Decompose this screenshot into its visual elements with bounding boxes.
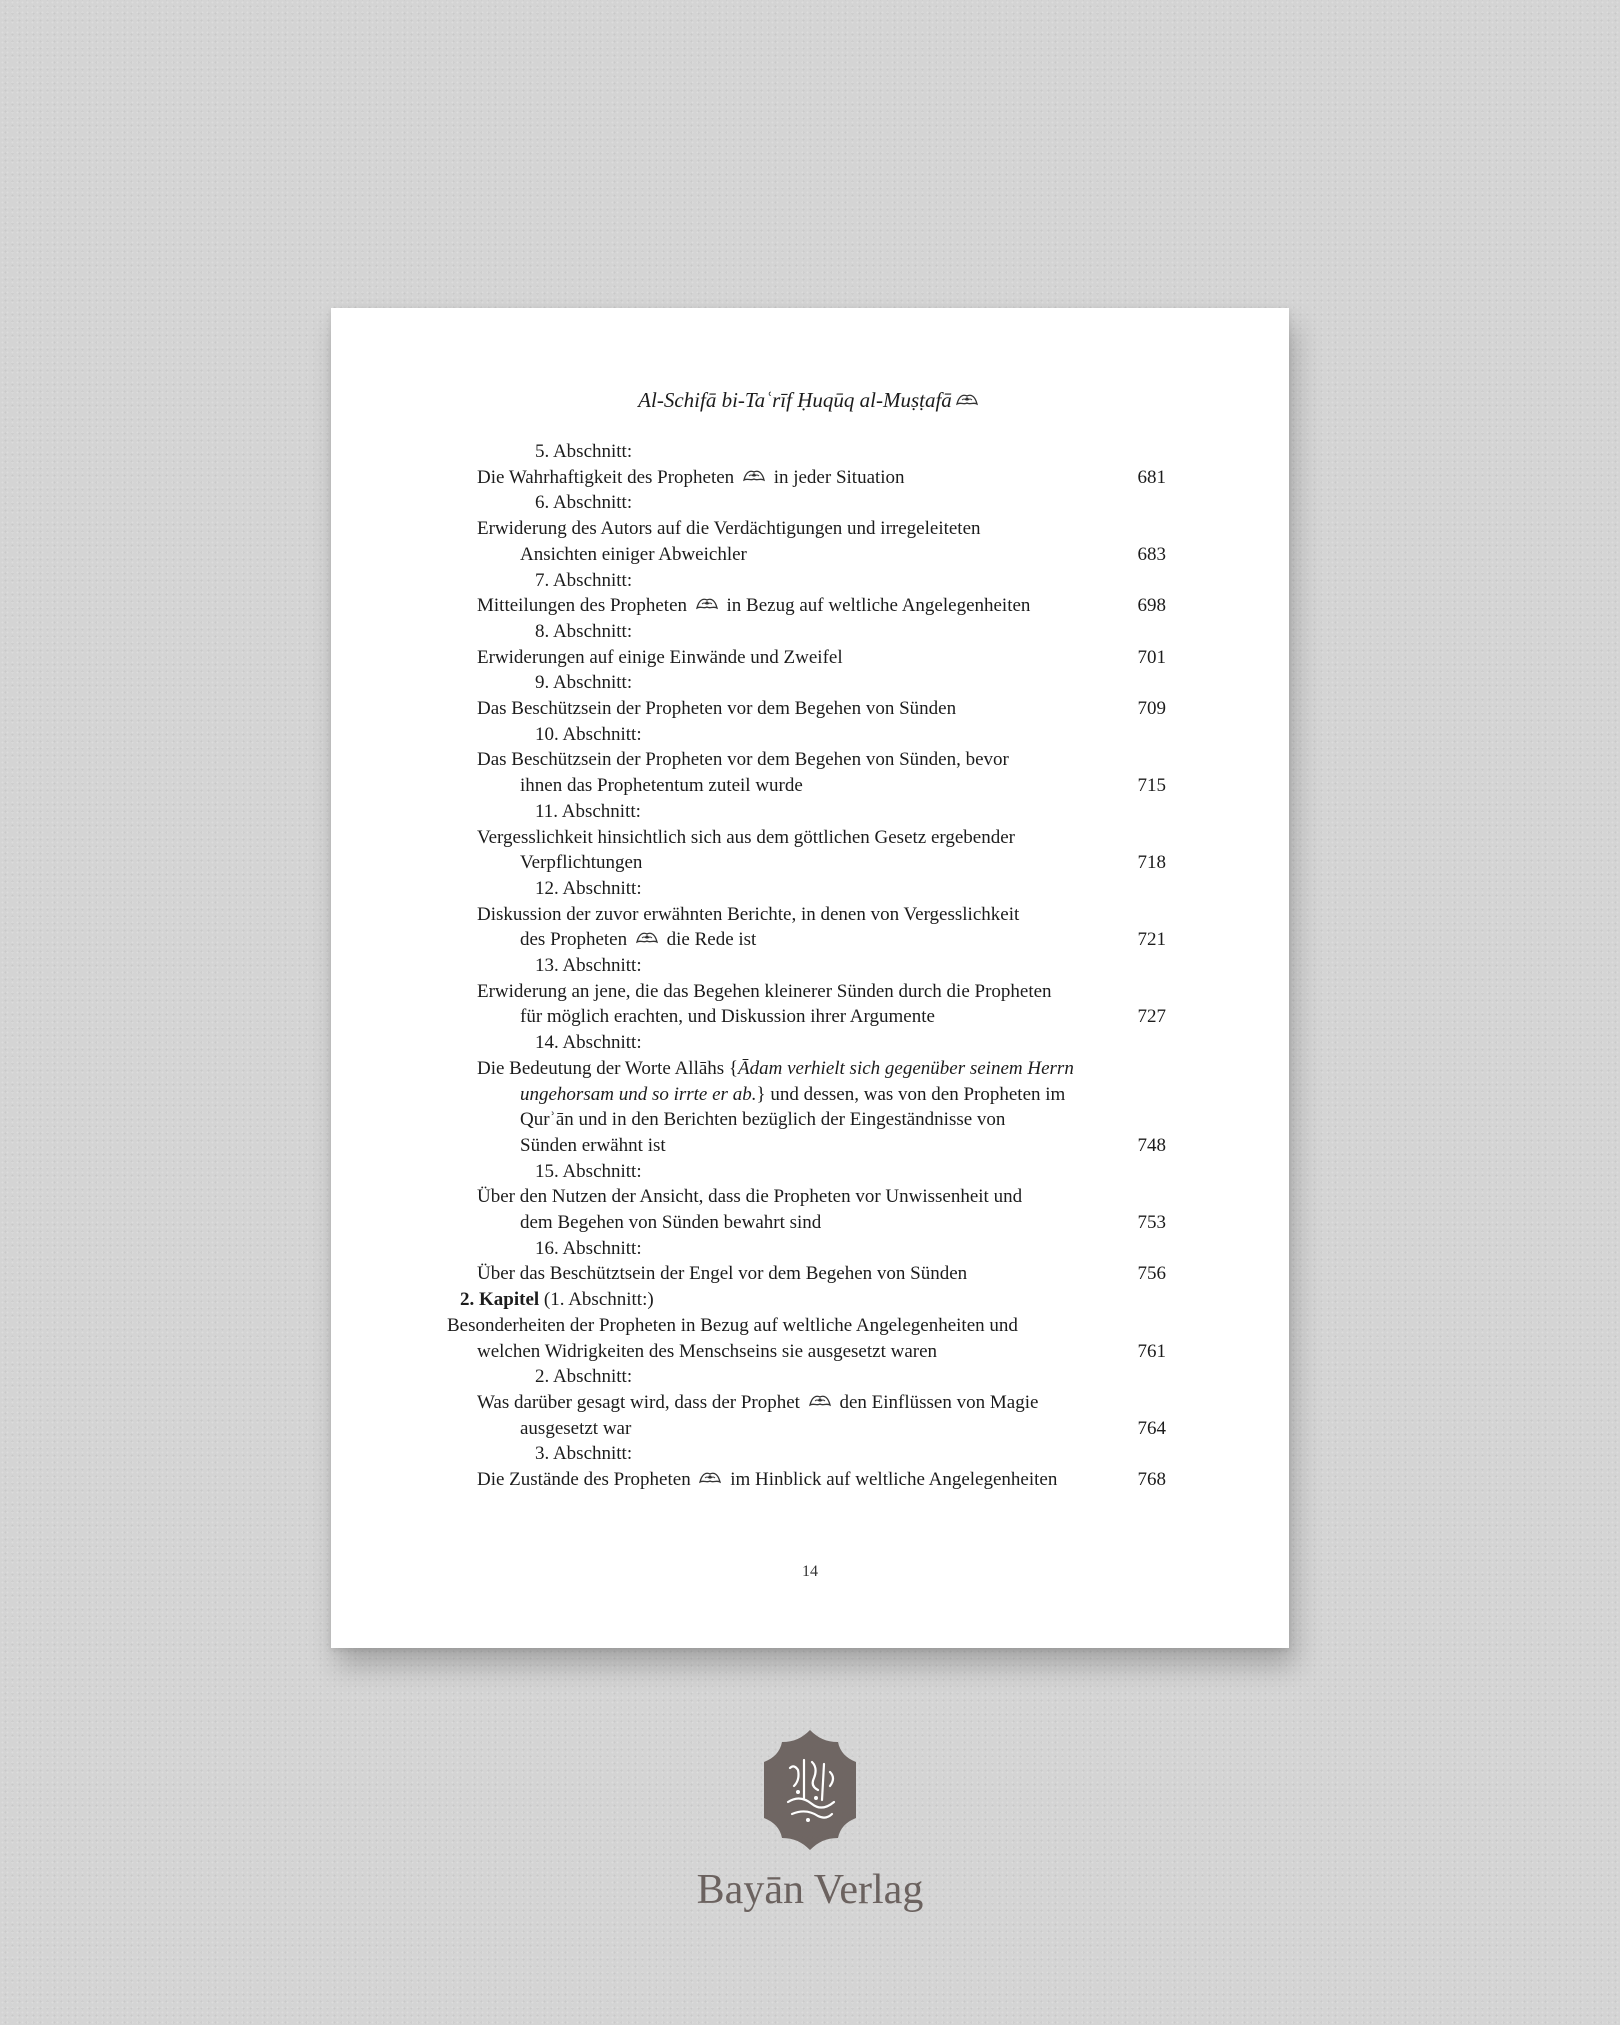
toc-page-number: 764 <box>1137 1417 1166 1439</box>
publisher-name: Bayān Verlag <box>696 1867 924 1913</box>
publisher-brand <box>640 1728 980 1914</box>
toc-section-heading: 6. Abschnitt: <box>535 492 633 514</box>
toc-entry-title: Die Wahrhaftigkeit des Propheten in jeder Situation <box>477 466 905 488</box>
toc-entry-title: Erwiderungen auf einige Einwände und Zweifel <box>477 646 843 668</box>
toc-section-heading: 12. Abschnitt: <box>535 877 642 899</box>
toc-page-number: 715 <box>1137 775 1166 797</box>
toc-section-heading: 10. Abschnitt: <box>535 723 642 745</box>
toc-section-heading: 11. Abschnitt: <box>535 800 641 822</box>
toc-section-heading: 5. Abschnitt: <box>535 441 633 462</box>
toc-entry-continuation: Ansichten einiger Abweichler <box>520 543 747 565</box>
page-number: 14 <box>802 1563 818 1580</box>
toc-entry-continuation: welchen Widrigkeiten des Menschseins sie ausgesetzt waren <box>477 1340 938 1362</box>
salawat-icon <box>694 594 720 614</box>
salawat-icon <box>807 1391 833 1411</box>
toc-entry-continuation: für möglich erachten, und Diskussion ihrer Argumente <box>520 1006 935 1028</box>
toc-entry-continuation: ihnen das Prophetentum zuteil wurde <box>520 775 803 797</box>
toc-page-number: 701 <box>1137 646 1166 668</box>
salawat-icon <box>634 928 660 948</box>
toc-page-number: 718 <box>1137 852 1166 874</box>
toc-page-number: 727 <box>1137 1006 1166 1028</box>
toc-entry-title: Die Zustände des Propheten im Hinblick auf weltliche Angelegenheiten <box>477 1469 1058 1490</box>
toc-entry-continuation: Sünden erwähnt ist <box>520 1134 666 1156</box>
running-head-text: Al-Schifā bi-Taʿrīf Ḥuqūq al-Muṣṭafā <box>638 388 952 412</box>
toc-entry-continuation: ungehorsam und so irrte er ab.} und dessen, was von den Propheten im <box>520 1083 1066 1105</box>
toc-page-number: 753 <box>1137 1212 1166 1233</box>
toc-section-heading: 2. Kapitel (1. Abschnitt:) <box>460 1289 654 1311</box>
toc-entry-title: Besonderheiten der Propheten in Bezug auf weltliche Angelegenheiten und <box>447 1314 1018 1336</box>
toc-page-number: 681 <box>1137 466 1166 488</box>
toc-section-heading: 8. Abschnitt: <box>535 620 633 642</box>
toc-entry-continuation: Verpflichtungen <box>520 852 643 874</box>
toc-entry-title: Was darüber gesagt wird, dass der Prophet den Einflüssen von Magie <box>477 1391 1039 1413</box>
toc-page-number: 721 <box>1137 929 1166 951</box>
toc-section-heading: 7. Abschnitt: <box>535 569 633 591</box>
salawat-icon <box>741 466 767 486</box>
toc-section-heading: 14. Abschnitt: <box>535 1032 642 1054</box>
toc-entry-continuation: des Propheten die Rede ist <box>520 929 757 951</box>
toc-page-number: 698 <box>1137 595 1166 617</box>
toc-page-number: 709 <box>1137 698 1166 719</box>
toc-section-heading: 16. Abschnitt: <box>535 1237 642 1259</box>
toc-entry-continuation: dem Begehen von Sünden bewahrt sind <box>520 1212 822 1233</box>
toc-section-heading: 2. Abschnitt: <box>535 1366 633 1388</box>
toc-entry-title: Über das Beschütztsein der Engel vor dem Begehen von Sünden <box>477 1263 968 1285</box>
toc-entry-title: Das Beschützsein der Propheten vor dem Begehen von Sünden <box>477 698 957 719</box>
toc-page-number: 768 <box>1137 1469 1166 1490</box>
salawat-icon <box>697 1468 723 1488</box>
book-page <box>331 308 1289 1648</box>
toc-page-number: 756 <box>1137 1263 1166 1285</box>
toc-entry-continuation: ausgesetzt war <box>520 1417 632 1439</box>
toc-entry-title: Erwiderung des Autors auf die Verdächtigungen und irregeleiteten <box>477 518 981 540</box>
toc-entry-title: Über den Nutzen der Ansicht, dass die Propheten vor Unwissenheit und <box>477 1186 1023 1208</box>
toc-entry-title: Vergesslichkeit hinsichtlich sich aus dem göttlichen Gesetz ergebender <box>477 826 1016 848</box>
toc-section-heading: 3. Abschnitt: <box>535 1443 633 1465</box>
toc-entry-title: Diskussion der zuvor erwähnten Berichte, in denen von Vergesslichkeit <box>477 903 1020 925</box>
table-of-contents <box>331 308 1289 1648</box>
toc-entry-title: Erwiderung an jene, die das Begehen kleinerer Sünden durch die Propheten <box>477 980 1052 1002</box>
toc-section-heading: 13. Abschnitt: <box>535 955 642 976</box>
toc-page-number: 761 <box>1137 1340 1166 1362</box>
toc-entry-title: Die Bedeutung der Worte Allāhs {Ādam verhielt sich gegenüber seinem Herrn <box>477 1057 1074 1079</box>
toc-entry-continuation: Qurʾān und in den Berichten bezüglich der Eingeständnisse von <box>520 1109 1006 1131</box>
toc-section-heading: 9. Abschnitt: <box>535 672 633 694</box>
toc-entry-title: Mitteilungen des Propheten in Bezug auf weltliche Angelegenheiten <box>477 595 1031 617</box>
toc-page-number: 683 <box>1137 543 1166 565</box>
toc-section-heading: 15. Abschnitt: <box>535 1160 642 1182</box>
publisher-emblem-icon <box>760 1728 860 1852</box>
toc-entry-title: Das Beschützsein der Propheten vor dem Begehen von Sünden, bevor <box>477 749 1009 771</box>
toc-page-number: 748 <box>1137 1134 1166 1156</box>
